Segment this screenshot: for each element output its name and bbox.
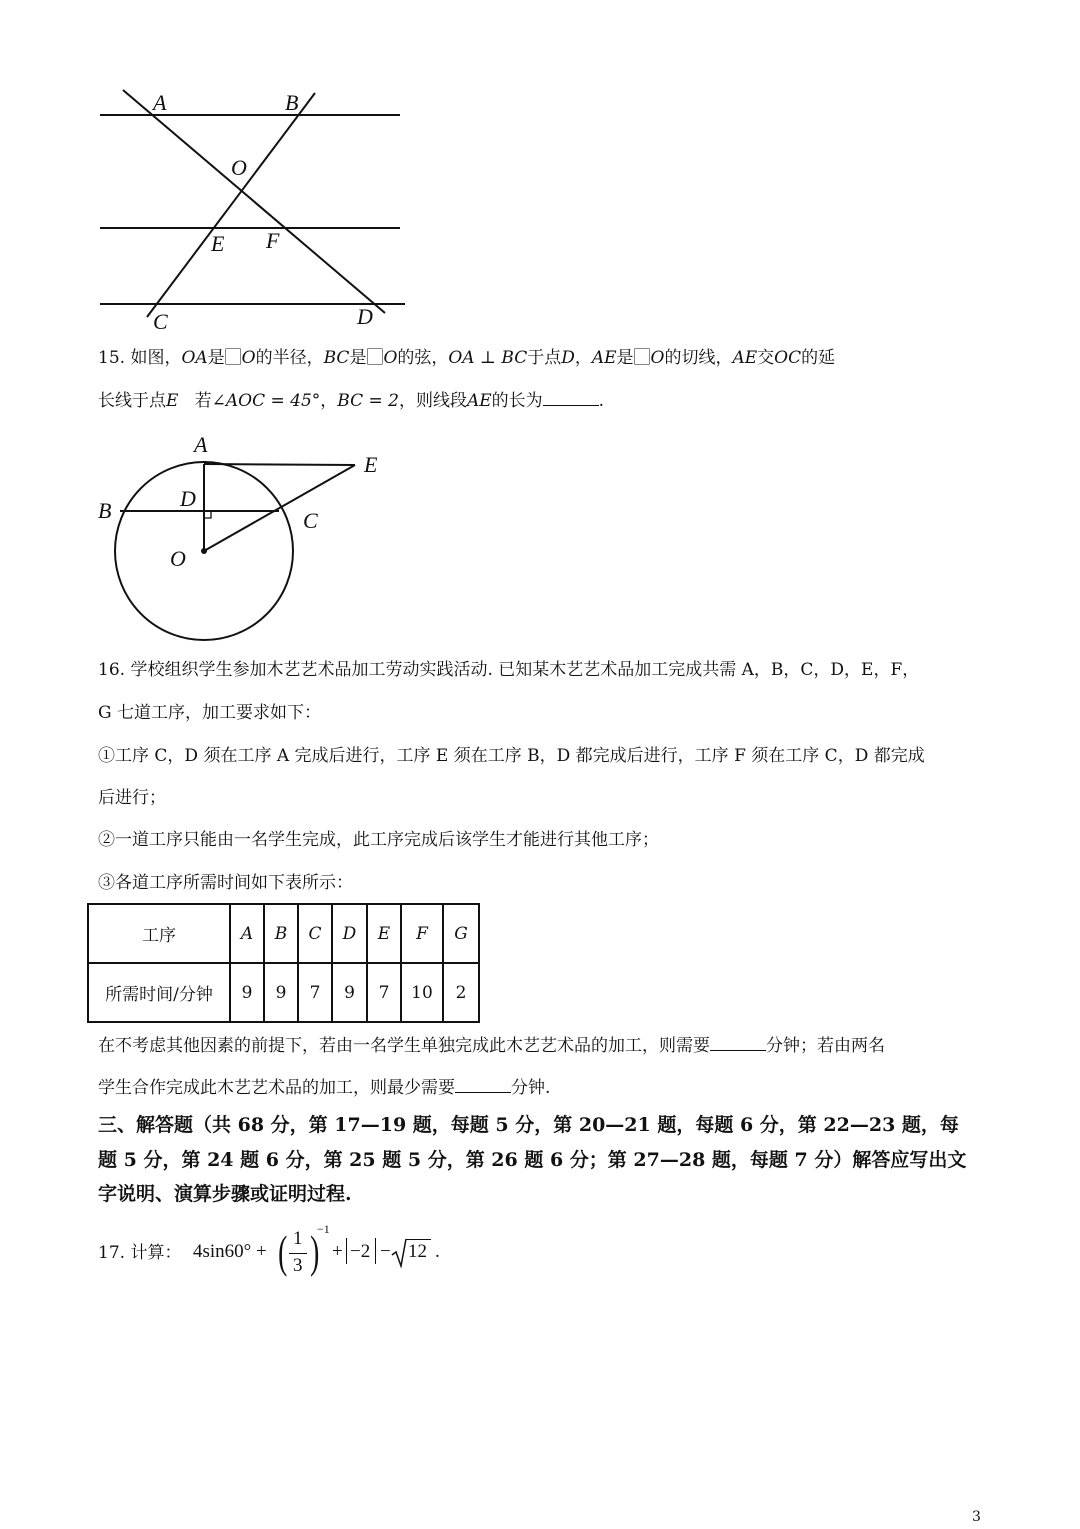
q16-after1: 在不考虑其他因素的前提下，若由一名学生单独完成此木艺艺术品的加工，则需要 分钟；若由两名: [98, 1036, 885, 1056]
answer-blank: [543, 389, 599, 406]
q16-line5: ②一道工序只能由一名学生完成，此工序完成后该学生才能进行其他工序；: [98, 830, 659, 850]
label-a: A: [194, 432, 208, 457]
section3-line3: 字说明、演算步骤或证明过程.: [98, 1183, 352, 1205]
table-cell: 2: [443, 963, 479, 1022]
circle-figure: [92, 430, 402, 648]
label-b: B: [285, 90, 299, 115]
abs-bar-left: [346, 1238, 347, 1264]
q16-line4: 后进行；: [98, 788, 166, 808]
label-c: C: [303, 508, 318, 533]
sqrt-radicand: 12: [408, 1241, 427, 1262]
label-d: D: [180, 486, 196, 511]
table-cell: F: [401, 904, 443, 963]
table-cell: 7: [298, 963, 332, 1022]
q16-line3: ①工序 C，D 须在工序 A 完成后进行，工序 E 须在工序 B，D 都完成后进行，工序 F 须在工序 C，D 都完成: [98, 746, 925, 766]
table-cell: G: [443, 904, 479, 963]
paren-right: ): [310, 1226, 320, 1277]
minus-sign: −: [380, 1241, 391, 1262]
label-f: F: [266, 228, 280, 253]
q16-line2: G 七道工序，加工要求如下：: [98, 703, 321, 723]
table-cell: D: [332, 904, 367, 963]
paren-left: (: [278, 1226, 288, 1277]
table-cell: 工序: [88, 904, 230, 963]
process-table: [87, 903, 480, 1023]
label-b: B: [98, 498, 112, 523]
exponent: −1: [317, 1222, 330, 1236]
table-cell: E: [367, 904, 401, 963]
answer-blank: [455, 1076, 511, 1093]
table-row: [88, 963, 479, 1022]
label-o: O: [231, 155, 247, 180]
abs-bar-right: [375, 1238, 376, 1264]
q15-line1: 15. 如图，OA是O的半径，BC是O的弦，OA ⊥ BC于点D，AE是O的切线，AE交OC的延: [98, 348, 836, 368]
label-d: D: [357, 304, 373, 329]
table-cell: 9: [332, 963, 367, 1022]
fraction-numerator: 1: [293, 1228, 303, 1249]
label-a: A: [153, 90, 167, 115]
abs-value: −2: [350, 1241, 371, 1262]
table-cell: 所需时间/分钟: [88, 963, 230, 1022]
table-cell: 9: [264, 963, 298, 1022]
q17-label: 17. 计算：: [98, 1243, 182, 1263]
sqrt-bar: [406, 1239, 431, 1240]
fraction-denominator: 3: [293, 1255, 303, 1276]
table-cell: B: [264, 904, 298, 963]
table-cell: 7: [367, 963, 401, 1022]
section3-line2: 题 5 分，第 24 题 6 分，第 25 题 5 分，第 26 题 6 分；第 27—28 题，每题 7 分）解答应写出文: [98, 1149, 967, 1171]
section3-line1: 三、解答题（共 68 分，第 17—19 题，每题 5 分，第 20—21 题，每题 6 分，第 22—23 题，每: [98, 1114, 959, 1136]
table-cell: C: [298, 904, 332, 963]
q16-after2: 学生合作完成此木艺艺术品的加工，则最少需要 分钟.: [98, 1078, 551, 1098]
plus-sign: +: [332, 1241, 343, 1262]
end-period: .: [435, 1241, 440, 1262]
label-o: O: [170, 546, 186, 571]
table-cell: 10: [401, 963, 443, 1022]
q16-line6: ③各道工序所需时间如下表所示：: [98, 873, 353, 893]
table-row: [88, 904, 479, 963]
parallel-lines-figure: [95, 85, 415, 335]
q16-line1: 16. 学校组织学生参加木艺艺术品加工劳动实践活动. 已知某木艺艺术品加工完成共需 A，B，C，D，E，F，: [98, 660, 920, 680]
q15-line2: 长线于点E 若∠AOC = 45°，BC = 2，则线段AE的长为 .: [98, 391, 605, 411]
label-e: E: [364, 452, 378, 477]
q17-expression: [193, 1222, 453, 1282]
term-4sin60: 4sin60° +: [193, 1241, 267, 1262]
fraction-bar: [289, 1253, 307, 1254]
page-number: 3: [972, 1509, 981, 1525]
table-cell: 9: [230, 963, 264, 1022]
answer-blank: [710, 1034, 766, 1051]
label-c: C: [153, 309, 168, 334]
sqrt-icon: [391, 1238, 407, 1268]
table-cell: A: [230, 904, 264, 963]
label-e: E: [211, 231, 225, 256]
